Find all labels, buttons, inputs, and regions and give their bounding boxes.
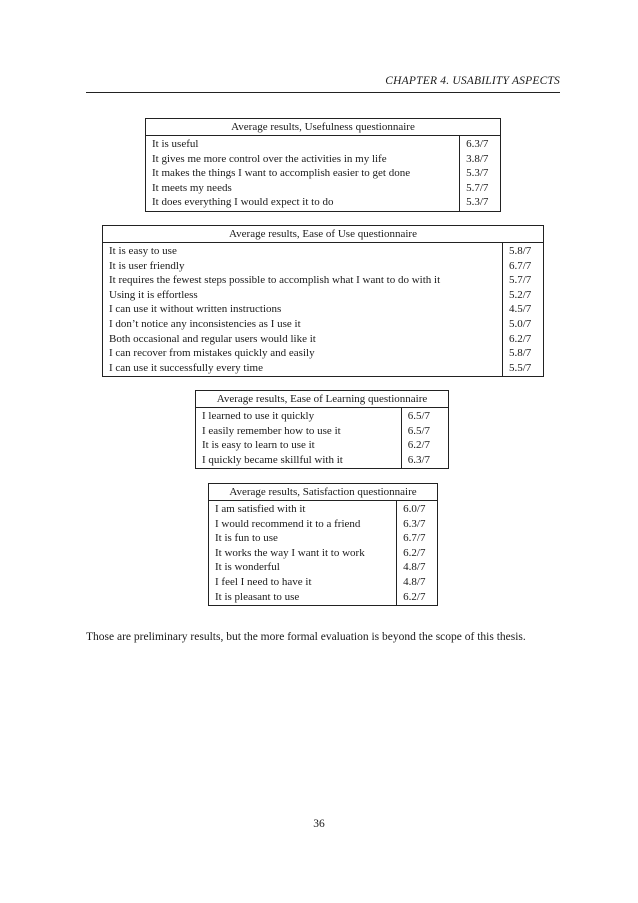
row-value: 6.7/7 <box>397 531 438 546</box>
row-value: 6.5/7 <box>401 424 448 439</box>
running-header: CHAPTER 4. USABILITY ASPECTS <box>385 75 560 87</box>
row-label: It gives me more control over the activities in my life <box>146 152 460 167</box>
table-row <box>196 408 449 424</box>
table-row <box>103 243 544 259</box>
row-label: Both occasional and regular users would like it <box>103 332 503 347</box>
table-row <box>209 546 438 561</box>
row-value: 6.2/7 <box>502 332 543 347</box>
row-label: I feel I need to have it <box>209 575 397 590</box>
row-label: Using it is effortless <box>103 288 503 303</box>
row-label: I easily remember how to use it <box>196 424 402 439</box>
page-number: 36 <box>313 818 325 830</box>
row-value: 6.5/7 <box>401 408 448 424</box>
table-row <box>209 575 438 590</box>
row-label: I can recover from mistakes quickly and easily <box>103 346 503 361</box>
table-row <box>103 332 544 347</box>
row-label: It is fun to use <box>209 531 397 546</box>
row-value: 6.7/7 <box>502 259 543 274</box>
row-value: 5.7/7 <box>502 273 543 288</box>
row-value: 6.3/7 <box>460 136 501 152</box>
table-row <box>209 590 438 606</box>
table-row <box>196 424 449 439</box>
row-label: It makes the things I want to accomplish easier to get done <box>146 166 460 181</box>
table-row <box>103 302 544 317</box>
table-row <box>209 531 438 546</box>
table-title: Average results, Ease of Learning questionnaire <box>196 391 449 408</box>
row-value: 6.3/7 <box>401 453 448 469</box>
row-label: It requires the fewest steps possible to accomplish what I want to do with it <box>103 273 503 288</box>
row-value: 6.2/7 <box>397 546 438 561</box>
row-label: It is easy to use <box>103 243 503 259</box>
row-value: 3.8/7 <box>460 152 501 167</box>
table-title: Average results, Ease of Use questionnaire <box>103 226 544 243</box>
row-value: 5.5/7 <box>502 361 543 377</box>
row-label: I don’t notice any inconsistencies as I use it <box>103 317 503 332</box>
row-label: I learned to use it quickly <box>196 408 402 424</box>
ease-of-use-table <box>102 225 544 377</box>
row-value: 6.0/7 <box>397 501 438 517</box>
ease-of-learning-table <box>195 390 449 469</box>
row-label: It is user friendly <box>103 259 503 274</box>
conclusion-paragraph: Those are preliminary results, but the more formal evaluation is beyond the scope of this thesis. <box>86 630 526 643</box>
table-row <box>209 517 438 532</box>
row-value: 5.7/7 <box>460 181 501 196</box>
table-row <box>103 288 544 303</box>
table-row <box>103 346 544 361</box>
satisfaction-table <box>208 483 438 606</box>
table-row <box>146 152 501 167</box>
row-label: I can use it successfully every time <box>103 361 503 377</box>
row-label: I can use it without written instructions <box>103 302 503 317</box>
table-row <box>146 181 501 196</box>
row-value: 6.3/7 <box>397 517 438 532</box>
table-row <box>146 166 501 181</box>
table-title: Average results, Usefulness questionnaire <box>146 119 501 136</box>
row-value: 4.5/7 <box>502 302 543 317</box>
row-label: It is pleasant to use <box>209 590 397 606</box>
table-row <box>196 438 449 453</box>
table-row <box>103 361 544 377</box>
usefulness-table <box>145 118 501 212</box>
table-row <box>196 453 449 469</box>
header-rule <box>86 92 560 93</box>
row-label: I would recommend it to a friend <box>209 517 397 532</box>
row-label: It does everything I would expect it to do <box>146 195 460 211</box>
row-label: I am satisfied with it <box>209 501 397 517</box>
row-value: 5.3/7 <box>460 195 501 211</box>
row-value: 6.2/7 <box>401 438 448 453</box>
row-label: It is easy to learn to use it <box>196 438 402 453</box>
row-label: It is wonderful <box>209 560 397 575</box>
row-value: 4.8/7 <box>397 575 438 590</box>
row-label: I quickly became skillful with it <box>196 453 402 469</box>
row-label: It works the way I want it to work <box>209 546 397 561</box>
row-value: 5.8/7 <box>502 243 543 259</box>
table-row <box>103 273 544 288</box>
row-label: It is useful <box>146 136 460 152</box>
table-row <box>146 195 501 211</box>
row-value: 5.0/7 <box>502 317 543 332</box>
row-value: 4.8/7 <box>397 560 438 575</box>
row-value: 5.3/7 <box>460 166 501 181</box>
row-label: It meets my needs <box>146 181 460 196</box>
table-title: Average results, Satisfaction questionnaire <box>209 484 438 501</box>
table-row <box>103 317 544 332</box>
table-row <box>209 501 438 517</box>
row-value: 6.2/7 <box>397 590 438 606</box>
row-value: 5.8/7 <box>502 346 543 361</box>
table-row <box>209 560 438 575</box>
table-row <box>103 259 544 274</box>
row-value: 5.2/7 <box>502 288 543 303</box>
table-row <box>146 136 501 152</box>
